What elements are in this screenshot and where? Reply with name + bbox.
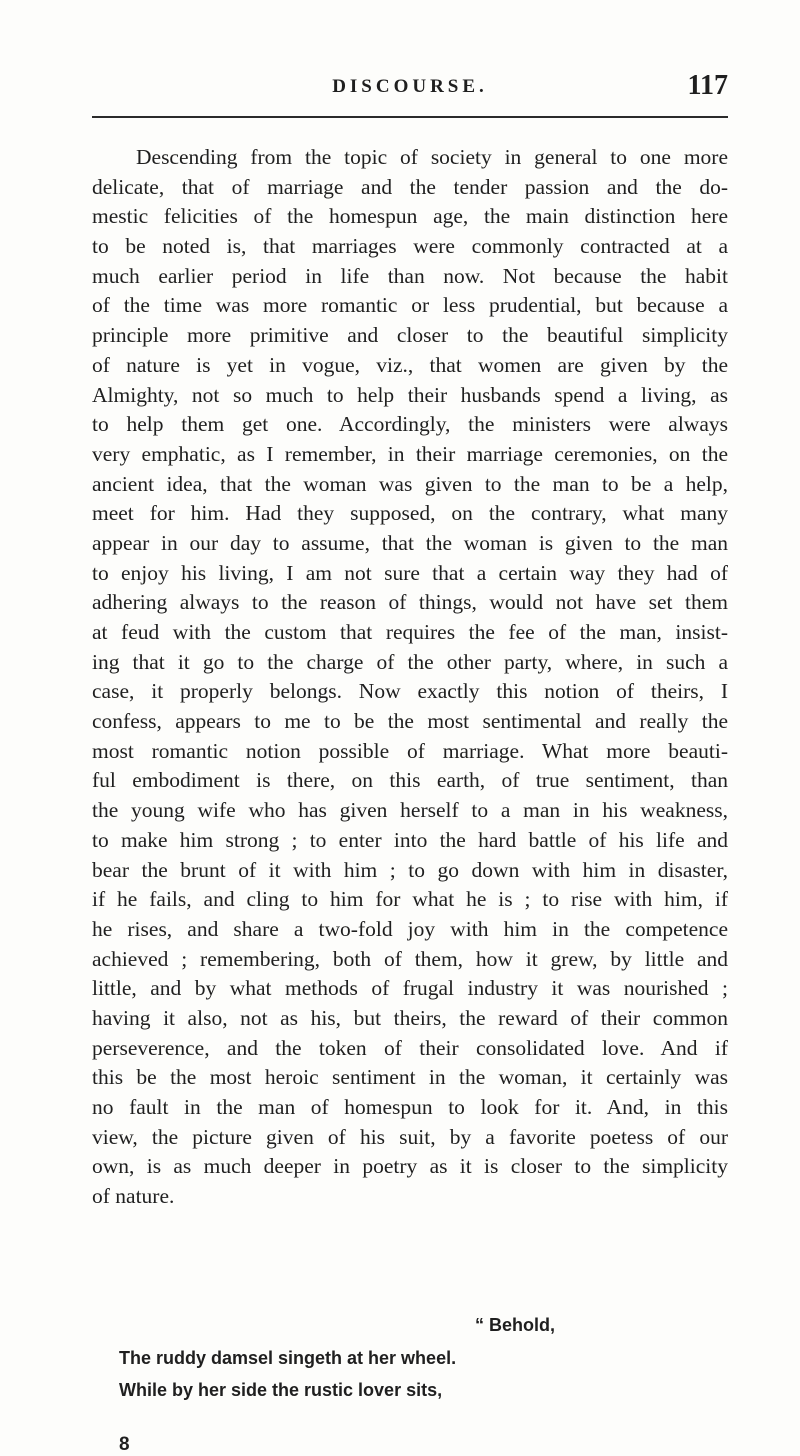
text-line: very emphatic, as I remember, in their marriage ceremonies, on the bbox=[92, 441, 728, 466]
body-paragraph bbox=[92, 143, 728, 1212]
verse-line: The ruddy damsel singeth at her wheel. bbox=[119, 1348, 457, 1368]
text-line: view, the picture given of his suit, by a favorite poetess of our bbox=[92, 1124, 728, 1149]
page-number: 117 bbox=[687, 70, 728, 101]
text-line: at feud with the custom that requires the fee of the man, insist- bbox=[92, 620, 728, 644]
text-line: appear in our day to assume, that the woman is given to the man bbox=[92, 530, 728, 555]
text-line: little, and by what methods of frugal industry it was nourished ; bbox=[92, 976, 728, 1001]
text-line: bear the brunt of it with him ; to go down with him in disaster, bbox=[92, 857, 728, 882]
text-line: mestic felicities of the homespun age, the main distinction here bbox=[92, 204, 728, 229]
signature-mark: 8 bbox=[119, 1434, 130, 1455]
text-line: perseverence, and the token of their consolidated love. And if bbox=[92, 1035, 728, 1060]
running-head: DISCOURSE. bbox=[332, 76, 488, 97]
header-rule bbox=[92, 116, 728, 118]
text-line: ful embodiment is there, on this earth, of true sentiment, than bbox=[92, 768, 728, 793]
text-line: having it also, not as his, but theirs, the reward of their common bbox=[92, 1005, 728, 1030]
text-line: confess, appears to me to be the most sentimental and really the bbox=[92, 709, 728, 734]
text-line: principle more primitive and closer to the beautiful simplicity bbox=[92, 323, 728, 348]
text-line: adhering always to the reason of things, would not have set them bbox=[92, 590, 728, 615]
verse-line: While by her side the rustic lover sits, bbox=[119, 1380, 443, 1400]
text-line: to be noted is, that marriages were commonly contracted at a bbox=[92, 234, 728, 259]
page-header bbox=[92, 60, 728, 100]
text-line: ancient idea, that the woman was given to the man to be a help, bbox=[92, 471, 728, 496]
text-line: no fault in the man of homespun to look for it. And, in this bbox=[92, 1095, 728, 1119]
text-line: meet for him. Had they supposed, on the contrary, what many bbox=[92, 501, 728, 526]
text-line: own, is as much deeper in poetry as it is closer to the simplicity bbox=[92, 1154, 728, 1179]
verse-line: “ Behold, bbox=[475, 1315, 555, 1335]
text-line: of nature. bbox=[92, 1184, 175, 1209]
text-line: case, it properly belongs. Now exactly this notion of theirs, I bbox=[92, 679, 728, 704]
text-line: this be the most heroic sentiment in the woman, it certainly was bbox=[92, 1065, 728, 1090]
text-line: he rises, and share a two-fold joy with him in the competence bbox=[92, 916, 728, 941]
text-line: to help them get one. Accordingly, the ministers were always bbox=[92, 412, 728, 437]
text-line: to make him strong ; to enter into the hard battle of his life and bbox=[92, 827, 728, 852]
text-line: to enjoy his living, I am not sure that a certain way they had of bbox=[92, 560, 728, 585]
text-line: Descending from the topic of society in general to one more bbox=[136, 145, 728, 169]
text-line: achieved ; remembering, both of them, how it grew, by little and bbox=[92, 946, 728, 971]
text-line: ing that it go to the charge of the other party, where, in such a bbox=[92, 649, 728, 674]
text-line: if he fails, and cling to him for what he is ; to rise with him, if bbox=[92, 887, 728, 912]
text-line: the young wife who has given herself to a man in his weakness, bbox=[92, 798, 728, 823]
text-line: of nature is yet in vogue, viz., that women are given by the bbox=[92, 352, 728, 377]
text-line: of the time was more romantic or less prudential, but because a bbox=[92, 293, 728, 318]
text-line: much earlier period in life than now. Not because the habit bbox=[92, 263, 728, 288]
text-line: Almighty, not so much to help their husbands spend a living, as bbox=[92, 382, 728, 407]
text-line: delicate, that of marriage and the tender passion and the do- bbox=[92, 174, 728, 199]
text-line: most romantic notion possible of marriage. What more beauti- bbox=[92, 738, 728, 763]
